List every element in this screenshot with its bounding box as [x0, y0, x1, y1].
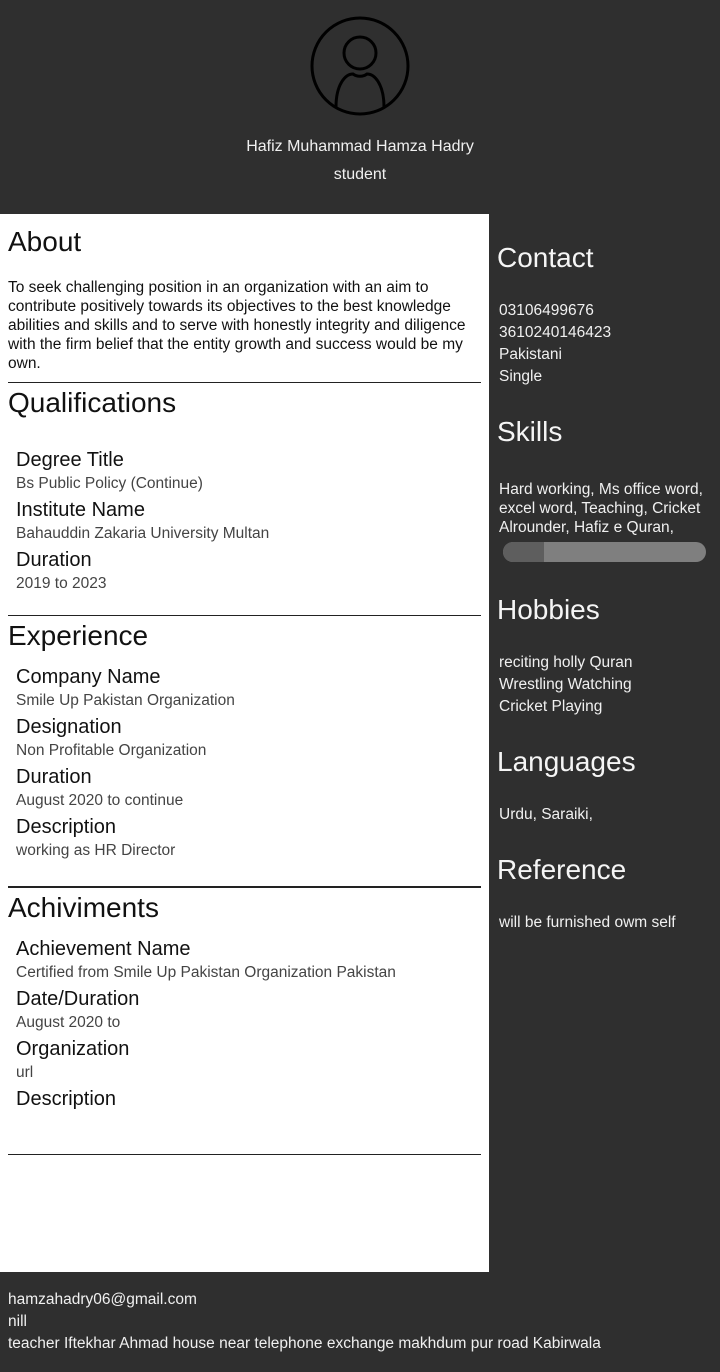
about-text: To seek challenging position in an organization with an aim to contribute positively towards its objectives to the best knowledge abilities and skills and to serve with honestly integrity and diligence with the firm belief that the entity growth and success would be my own. [8, 279, 466, 372]
skills-title: Skills [497, 416, 563, 447]
designation-value: Non Profitable Organization [16, 742, 207, 759]
company-name-value: Smile Up Pakistan Organization [16, 692, 235, 709]
hobby-item: reciting holly Quran [499, 654, 633, 671]
institute-name-value: Bahauddin Zakaria University Multan [16, 525, 270, 542]
experience-duration-label: Duration [16, 766, 92, 788]
contact-phone: 03106499676 [499, 302, 594, 319]
achievements-title: Achiviments [8, 892, 159, 923]
institute-name-label: Institute Name [16, 499, 145, 521]
hobby-item: Cricket Playing [499, 698, 603, 715]
footer-email[interactable]: hamzahadry06@gmail.com [8, 1291, 197, 1308]
contact-nationality: Pakistani [499, 346, 562, 363]
company-name-label: Company Name [16, 666, 161, 688]
footer-line-2: nill [8, 1313, 27, 1330]
divider [8, 886, 481, 888]
achievement-date-value: August 2020 to [16, 1014, 121, 1031]
contact-marital-status: Single [499, 368, 543, 385]
profile-name: Hafiz Muhammad Hamza Hadry [246, 138, 474, 155]
designation-label: Designation [16, 716, 122, 738]
achievement-description-label: Description [16, 1088, 117, 1110]
achievement-name-label: Achievement Name [16, 938, 191, 960]
qualifications-title: Qualifications [8, 387, 177, 418]
reference-text: will be furnished owm self [499, 914, 676, 931]
user-profile-icon [309, 15, 411, 117]
contact-list [499, 300, 714, 388]
languages-text: Urdu, Saraiki, [499, 806, 593, 823]
contact-cnic: 3610240146423 [499, 324, 612, 341]
main-column [0, 214, 489, 1272]
divider [8, 615, 481, 616]
reference-title: Reference [497, 854, 627, 885]
hobbies-title: Hobbies [497, 594, 600, 625]
qualification-duration-value: 2019 to 2023 [16, 575, 107, 592]
footer-address: teacher Iftekhar Ahmad house near telephone exchange makhdum pur road Kabirwala [8, 1335, 601, 1352]
qualification-duration-label: Duration [16, 549, 92, 571]
skills-progress-bar [503, 542, 706, 562]
hobby-item: Wrestling Watching [499, 676, 632, 693]
profile-header [0, 0, 720, 214]
achievement-organization-value: url [16, 1064, 34, 1081]
experience-duration-value: August 2020 to continue [16, 792, 184, 809]
footer-contact [0, 1272, 720, 1372]
profile-role: student [333, 166, 387, 183]
degree-title-value: Bs Public Policy (Continue) [16, 475, 203, 492]
degree-title-label: Degree Title [16, 449, 124, 471]
experience-title: Experience [8, 620, 149, 651]
achievement-name-value: Certified from Smile Up Pakistan Organization Pakistan [16, 964, 396, 981]
about-title: About [8, 226, 82, 257]
divider [8, 382, 481, 383]
experience-description-value: working as HR Director [16, 842, 176, 859]
contact-title: Contact [497, 242, 594, 273]
divider [8, 1154, 481, 1155]
languages-title: Languages [497, 746, 636, 777]
sidebar [489, 214, 720, 1272]
achievement-date-label: Date/Duration [16, 988, 140, 1010]
experience-description-label: Description [16, 816, 117, 838]
hobbies-list [499, 652, 714, 718]
skills-progress-fill [503, 542, 544, 562]
skills-text: Hard working, Ms office word, excel word, Teaching, Cricket Alrounder, Hafiz e Quran, [499, 481, 703, 536]
achievement-organization-label: Organization [16, 1038, 130, 1060]
